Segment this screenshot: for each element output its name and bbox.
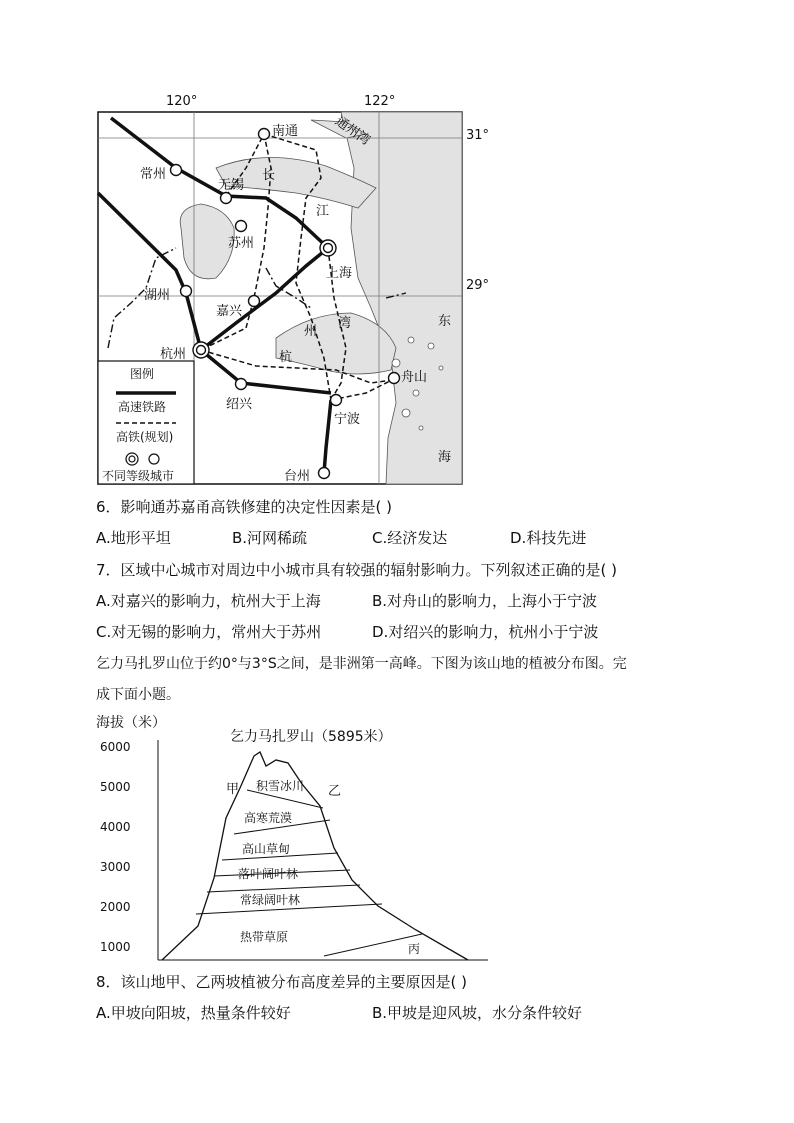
city-taizhou: 台州 xyxy=(284,469,311,484)
intro-line-1: 乞力马扎罗山位于约0°与3°S之间，是非洲第一高峰。下图为该山地的植被分布图。完 xyxy=(96,656,627,672)
zone-snow-glacier: 积雪冰川 xyxy=(256,779,305,793)
city-nantong: 南通 xyxy=(272,124,299,139)
y-tick-6000: 6000 xyxy=(100,740,131,754)
y-tick-2000: 2000 xyxy=(100,900,131,914)
q7-option-a[interactable]: A.对嘉兴的影响力，杭州大于上海 xyxy=(96,592,321,610)
q7-option-d[interactable]: D.对绍兴的影响力，杭州小于宁波 xyxy=(372,623,599,641)
map-figure xyxy=(96,94,490,488)
water-hangzhou-bay-2: 州 xyxy=(304,324,318,339)
city-zhoushan: 舟山 xyxy=(401,370,428,385)
city-changzhou: 常州 xyxy=(140,167,167,182)
q8-option-a[interactable]: A.甲坡向阳坡，热量条件较好 xyxy=(96,1004,291,1022)
vegetation-chart xyxy=(96,708,496,963)
water-chang: 长 xyxy=(262,168,276,183)
q6-option-b[interactable]: B.河网稀疏 xyxy=(232,529,308,547)
zone-alpine-desert: 高寒荒漠 xyxy=(244,811,293,825)
city-jiaxing: 嘉兴 xyxy=(216,304,243,319)
lat-label-31: 31° xyxy=(466,128,490,143)
y-tick-1000: 1000 xyxy=(100,940,131,954)
vegetation-chart-graphic xyxy=(96,708,496,963)
q6-option-a[interactable]: A.地形平坦 xyxy=(96,529,171,547)
q8-stem: 8．该山地甲、乙两坡植被分布高度差异的主要原因是( ) xyxy=(96,973,468,991)
legend-hsr: 高速铁路 xyxy=(118,400,167,414)
city-huzhou: 湖州 xyxy=(144,288,171,303)
city-hangzhou: 杭州 xyxy=(160,347,187,362)
side-yi: 乙 xyxy=(328,784,342,799)
q6-stem: 6．影响通苏嘉甬高铁修建的决定性因素是( ) xyxy=(96,498,393,516)
intro-line-2: 成下面小题。 xyxy=(96,687,180,703)
legend-title: 图例 xyxy=(130,367,155,381)
zone-alpine-meadow: 高山草甸 xyxy=(242,842,291,856)
water-donghai-1: 东 xyxy=(438,314,452,329)
chart-title: 乞力马扎罗山（5895米） xyxy=(230,729,392,745)
lat-label-29: 29° xyxy=(466,278,490,293)
water-tongzhou-bay: 通州湾 xyxy=(332,113,373,149)
y-tick-5000: 5000 xyxy=(100,780,131,794)
legend-planned: 高铁(规划) xyxy=(116,430,174,444)
zone-bing: 丙 xyxy=(408,942,421,956)
q7-stem: 7．区域中心城市对周边中小城市具有较强的辐射影响力。下列叙述正确的是( ) xyxy=(96,561,618,579)
water-hangzhou-bay-3: 湾 xyxy=(338,316,352,331)
q8-option-b[interactable]: B.甲坡是迎风坡，水分条件较好 xyxy=(372,1004,583,1022)
lon-label-120: 120° xyxy=(166,94,198,109)
side-jia: 甲 xyxy=(226,782,240,797)
water-donghai-2: 海 xyxy=(438,450,452,465)
q6-option-c[interactable]: C.经济发达 xyxy=(372,529,448,547)
lon-label-122: 122° xyxy=(364,94,396,109)
water-jiang: 江 xyxy=(316,204,330,219)
zone-savanna: 热带草原 xyxy=(240,930,289,944)
city-suzhou: 苏州 xyxy=(228,236,255,251)
legend-cities: 不同等级城市 xyxy=(102,469,175,483)
y-tick-4000: 4000 xyxy=(100,820,131,834)
city-wuxi: 无锡 xyxy=(218,178,245,193)
q7-option-c[interactable]: C.对无锡的影响力，常州大于苏州 xyxy=(96,623,322,641)
zone-evergreen: 常绿阔叶林 xyxy=(240,893,301,907)
city-shaoxing: 绍兴 xyxy=(226,397,253,412)
city-ningbo: 宁波 xyxy=(334,412,361,427)
y-tick-3000: 3000 xyxy=(100,860,131,874)
q7-option-b[interactable]: B.对舟山的影响力，上海小于宁波 xyxy=(372,592,598,610)
y-axis-label: 海拔（米） xyxy=(96,715,166,731)
q6-option-d[interactable]: D.科技先进 xyxy=(510,529,587,547)
zone-deciduous: 落叶阔叶林 xyxy=(238,867,299,881)
city-shanghai: 上海 xyxy=(326,266,353,281)
water-hangzhou-bay-1: 杭 xyxy=(279,350,293,365)
